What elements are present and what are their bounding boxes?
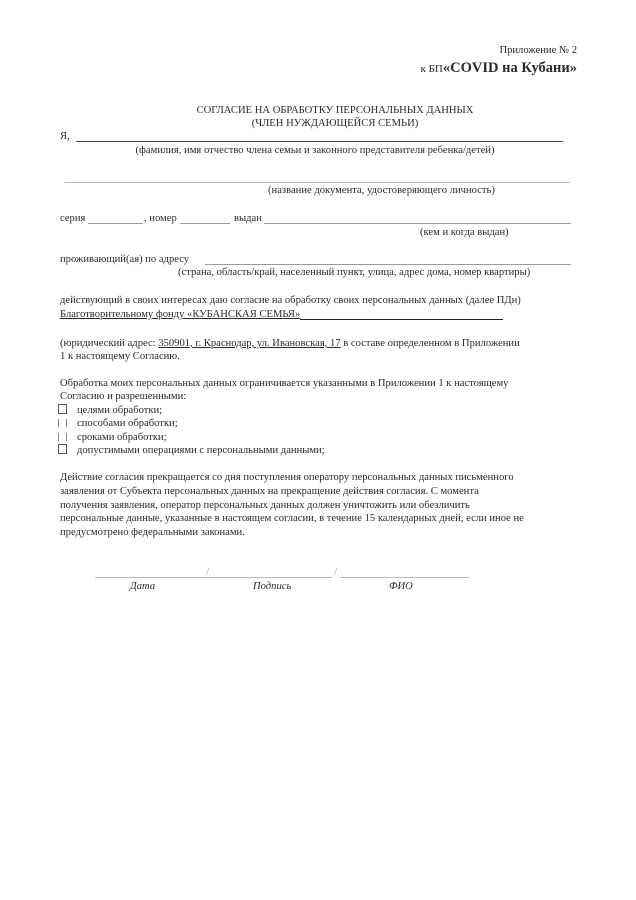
address-caption: (страна, область/край, населенный пункт, улица, адрес дома, номер квартиры) (178, 267, 531, 278)
legal-address: 350901, г. Краснодар, ул. Ивановская, 17 (158, 338, 341, 349)
number-label: , номер (144, 213, 177, 224)
full-name-caption: (фамилия, имя отчество члена семьи и законного представителя ребенка/детей) (135, 145, 495, 156)
list-item-label: допустимыми операциями с персональными данными; (77, 445, 325, 456)
separator: / (334, 567, 337, 578)
separator: / (206, 567, 209, 578)
list-item-label: целями обработки; (77, 405, 163, 416)
issued-by-field[interactable] (264, 223, 571, 224)
processing-text-line1: Обработка моих персональных данных ограничивается указанными в Приложении 1 к настоящему (60, 378, 509, 389)
termination-line: предусмотрено федеральными законами. (60, 527, 245, 538)
list-item (58, 404, 162, 417)
legal-address-prefix: (юридический адрес: (60, 338, 159, 349)
full-name-field[interactable] (76, 141, 563, 142)
legal-address-suffix: в составе определенном в Приложении (340, 338, 520, 349)
legal-address-line2: 1 к настоящему Согласию. (60, 351, 180, 362)
issued-label: выдан (234, 213, 262, 224)
signature-field[interactable] (206, 577, 332, 578)
termination-line: Действие согласия прекращается со дня поступления оператору персональных данных письменного (60, 472, 514, 483)
operator-underline (300, 319, 503, 320)
program-reference (421, 60, 577, 77)
i-label: Я, (60, 131, 70, 142)
series-label: серия (60, 213, 86, 224)
list-item (58, 431, 167, 444)
program-prefix: к БП (420, 63, 443, 75)
address-field[interactable] (205, 264, 571, 265)
consent-statement: действующий в своих интересах даю согласие на обработку своих персональных данных (далее ПДн) (60, 295, 521, 306)
termination-line: персональные данные, указанные в настоящем согласии, в течение 15 календарных дней, если иное не (60, 513, 524, 524)
date-field[interactable] (95, 577, 207, 578)
list-item (58, 444, 325, 457)
termination-line: получения заявления, оператор персональных данных должен уничтожить или обезличить (60, 500, 470, 511)
id-document-field[interactable] (65, 182, 570, 183)
number-field[interactable] (180, 223, 230, 224)
legal-address-line (60, 337, 520, 350)
series-field[interactable] (88, 223, 143, 224)
signature-label: Подпись (253, 581, 292, 592)
processing-text-line2: Согласию и разрешенными: (60, 391, 187, 402)
address-label: проживающий(ая) по адресу (60, 254, 190, 265)
checkbox-icon (58, 433, 67, 441)
id-document-caption: (название документа, удостоверяющего личность) (268, 185, 495, 196)
termination-line: заявления от Субъекта персональных данных на прекращение действия согласия. С момента (60, 486, 479, 497)
operator-name: Благотворительному фонду «КУБАНСКАЯ СЕМЬЯ» (60, 309, 301, 320)
program-name: «COVID на Кубани» (442, 60, 577, 76)
checkbox-icon (58, 404, 67, 414)
document-title-line2: (ЧЛЕН НУЖДАЮЩЕЙСЯ СЕМЬИ) (251, 118, 419, 129)
list-item-label: сроками обработки; (77, 432, 167, 443)
fio-label: ФИО (389, 581, 413, 592)
appendix-number: Приложение № 2 (499, 45, 577, 56)
checkbox-icon (58, 419, 67, 427)
checkbox-icon (58, 444, 67, 454)
fio-field[interactable] (340, 577, 469, 578)
list-item-label: способами обработки; (77, 418, 178, 429)
date-label: Дата (130, 581, 156, 592)
document-title-line1: СОГЛАСИЕ НА ОБРАБОТКУ ПЕРСОНАЛЬНЫХ ДАННЫХ (196, 105, 474, 116)
list-item (58, 417, 178, 430)
issued-by-caption: (кем и когда выдан) (420, 227, 509, 238)
